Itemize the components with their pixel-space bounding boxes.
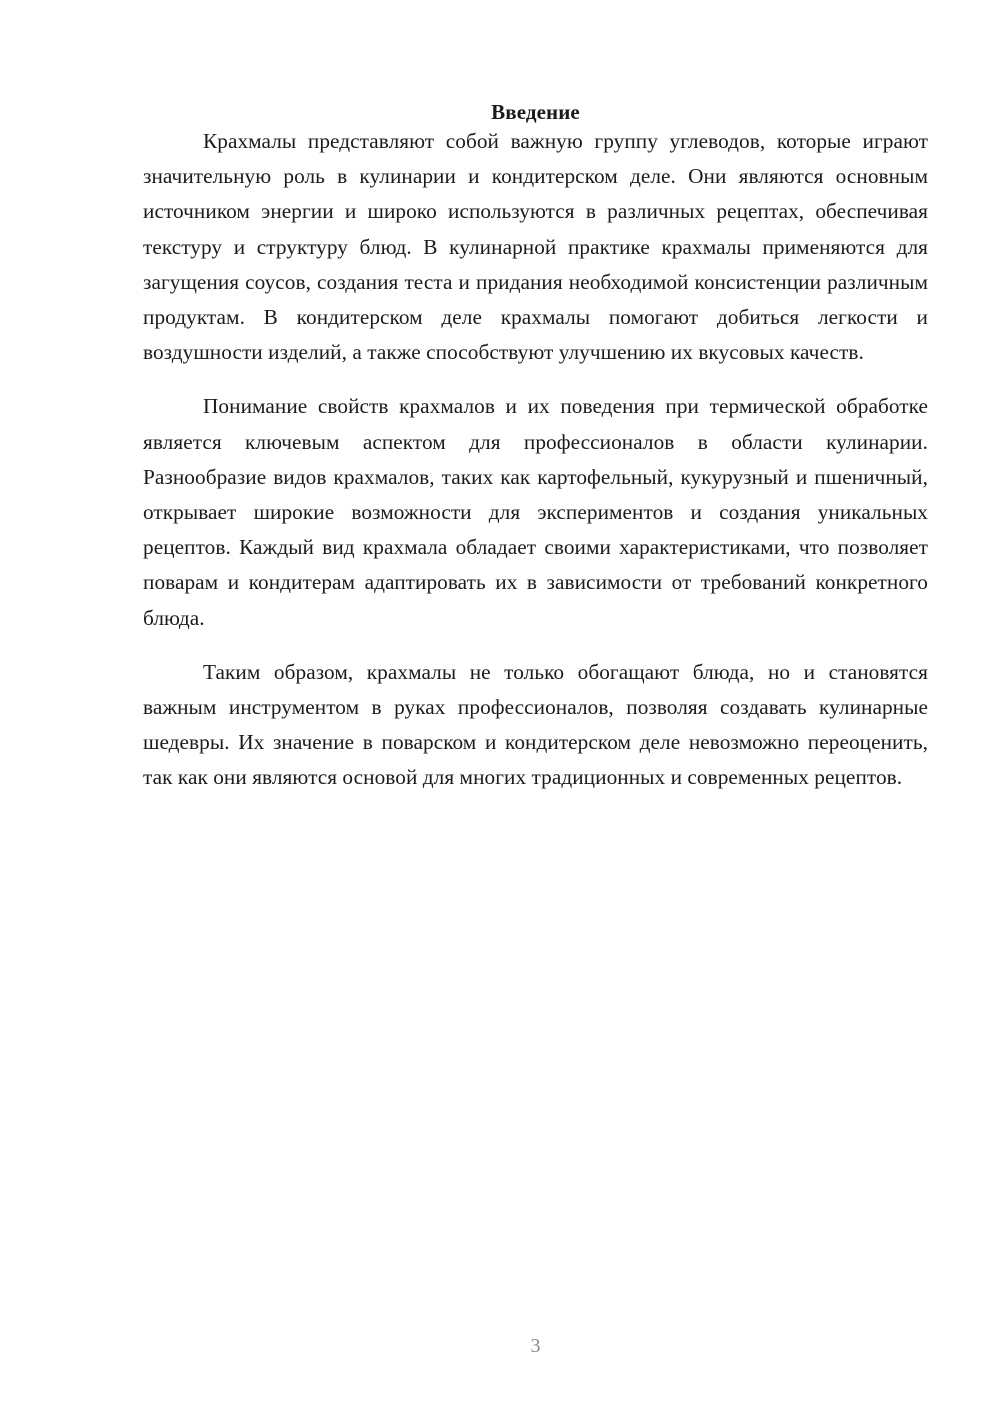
paragraph-intro: Крахмалы представляют собой важную группу углеводов, которые играют значительную роль в кулинарии и кондитерском деле. Они являются основным источником энергии и широко используются в различных рецептах, обеспечивая текстуру и структуру блюд. В кулинарной практике крахмалы применяются для загущения соусов, создания теста и придания необходимой консистенции различным продуктам. В кондитерском деле крахмалы помогают добиться легкости и воздушности изделий, а также способствуют улучшению их вкусовых качеств.: [143, 129, 928, 365]
page-content: [143, 92, 928, 815]
paragraph-conclusion: Таким образом, крахмалы не только обогащают блюда, но и становятся важным инструментом в руках профессионалов, позволяя создавать кулинарные шедевры. Их значение в поварском и кондитерском деле невозможно переоценить, так как они являются основой для многих традиционных и современных рецептов.: [143, 659, 928, 790]
paragraph-properties: Понимание свойств крахмалов и их поведения при термической обработке является ключевым аспектом для профессионалов в области кулинарии. Разнообразие видов крахмалов, таких как картофельный, кукурузный и пшеничный, открывает широкие возможности для экспериментов и создания уникальных рецептов. Каждый вид крахмала обладает своими характеристиками, что позволяет поварам и кондитерам адаптировать их в зависимости от требований конкретного блюда.: [143, 394, 928, 630]
page-number: 3: [530, 1335, 541, 1357]
section-heading: Введение: [491, 100, 580, 124]
